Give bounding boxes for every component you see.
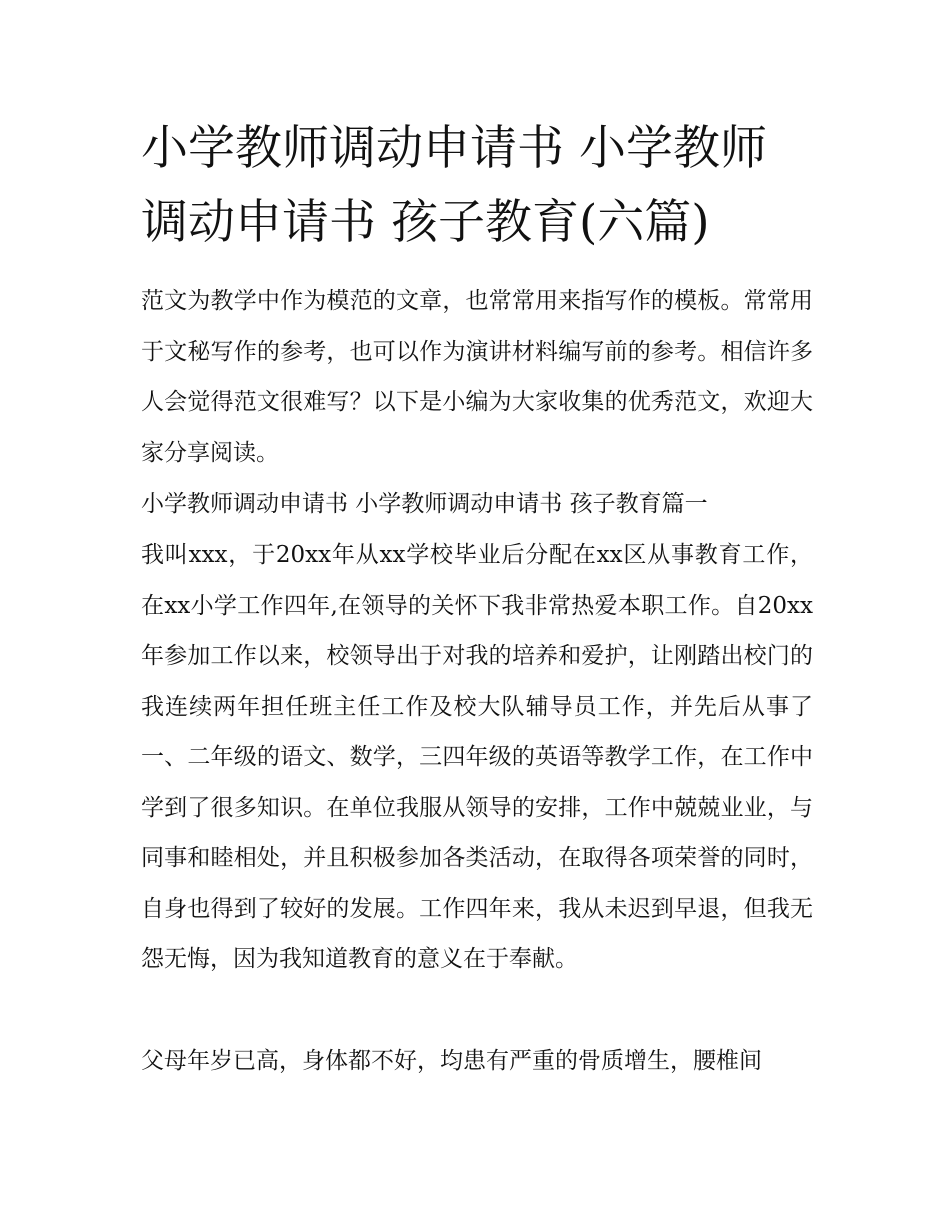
body-paragraph-1: 我叫xxx，于20xx年从xx学校毕业后分配在xx区从事教育工作，在xx小学工作四年,在领导的关怀下我非常热爱本职工作。自20xx年参加工作以来，校领导出于对我的培养和爱护，让刚踏出校门的我连续两年担任班主任工作及校大队辅导员工作，并先后从事了一、二年级的语文、数学，三四年级的英语等教学工作，在工作中学到了很多知识。在单位我服从领导的安排，工作中兢兢业业，与同事和睦相处，并且积极参加各类活动，在取得各项荣誉的同时，自身也得到了较好的发展。工作四年来，我从未迟到早退，但我无怨无悔，因为我知道教育的意义在于奉献。 — [141, 542, 813, 972]
intro-paragraph: 范文为教学中作为模范的文章，也常常用来指写作的模板。常常用于文秘写作的参考，也可以作为演讲材料编写前的参考。相信许多人会觉得范文很难写？以下是小编为大家收集的优秀范文，欢迎大家分享阅读。 — [141, 288, 813, 466]
document-title: 小学教师调动申请书 小学教师调动申请书 孩子教育(六篇) — [141, 121, 767, 250]
body-paragraph-2: 父母年岁已高，身体都不好，均患有严重的骨质增生，腰椎间 — [141, 1048, 762, 1074]
section-heading: 小学教师调动申请书 小学教师调动申请书 孩子教育篇一 — [141, 491, 708, 517]
